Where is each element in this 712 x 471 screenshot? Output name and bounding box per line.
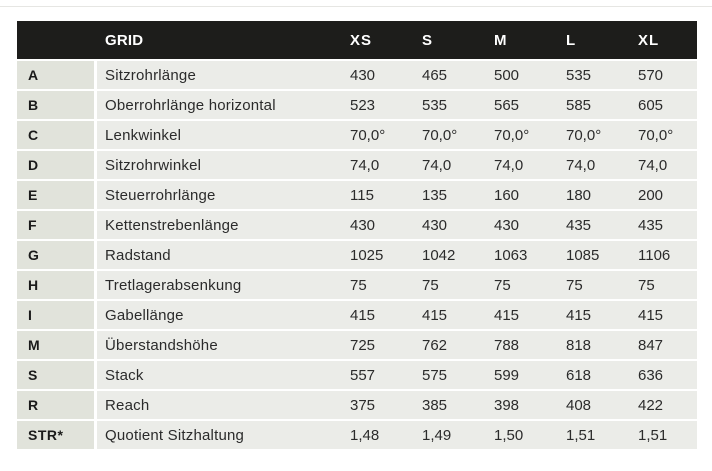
value-cell: 422: [625, 391, 697, 419]
value-cell: 160: [481, 181, 553, 209]
row-key: G: [17, 241, 94, 269]
row-label: Kettenstrebenlänge: [97, 211, 337, 239]
value-cell: 1025: [337, 241, 409, 269]
table-row: [17, 91, 697, 119]
value-cell: 70,0°: [553, 121, 625, 149]
value-cell: 1,48: [337, 421, 409, 449]
value-cell: 70,0°: [337, 121, 409, 149]
row-key: R: [17, 391, 94, 419]
value-cell: 75: [625, 271, 697, 299]
value-cell: 75: [409, 271, 481, 299]
value-cell: 415: [409, 301, 481, 329]
value-cell: 788: [481, 331, 553, 359]
value-cell: 70,0°: [625, 121, 697, 149]
value-cell: 435: [625, 211, 697, 239]
value-cell: 430: [409, 211, 481, 239]
value-cell: 430: [337, 61, 409, 89]
value-cell: 847: [625, 331, 697, 359]
row-label: Reach: [97, 391, 337, 419]
value-cell: 75: [337, 271, 409, 299]
value-cell: 465: [409, 61, 481, 89]
value-cell: 1063: [481, 241, 553, 269]
value-cell: 415: [481, 301, 553, 329]
value-cell: 599: [481, 361, 553, 389]
table-row: [17, 391, 697, 419]
table-body: [17, 61, 697, 449]
row-key: S: [17, 361, 94, 389]
row-label: Überstandshöhe: [97, 331, 337, 359]
row-key: A: [17, 61, 94, 89]
row-key: B: [17, 91, 94, 119]
table-row: [17, 151, 697, 179]
value-cell: 435: [553, 211, 625, 239]
value-cell: 500: [481, 61, 553, 89]
row-key: E: [17, 181, 94, 209]
value-cell: 618: [553, 361, 625, 389]
value-cell: 523: [337, 91, 409, 119]
value-cell: 725: [337, 331, 409, 359]
value-cell: 74,0: [553, 151, 625, 179]
row-label: Sitzrohrwinkel: [97, 151, 337, 179]
value-cell: 636: [625, 361, 697, 389]
table-row: [17, 301, 697, 329]
value-cell: 74,0: [337, 151, 409, 179]
header-size-xs: XS: [350, 31, 373, 49]
value-cell: 375: [337, 391, 409, 419]
value-cell: 762: [409, 331, 481, 359]
table-row: [17, 61, 697, 89]
row-label: Tretlagerabsenkung: [97, 271, 337, 299]
table-row: [17, 181, 697, 209]
header-size-xl: XL: [638, 31, 660, 49]
top-divider: [0, 6, 712, 7]
value-cell: 535: [553, 61, 625, 89]
value-cell: 74,0: [481, 151, 553, 179]
value-cell: 565: [481, 91, 553, 119]
value-cell: 605: [625, 91, 697, 119]
value-cell: 75: [481, 271, 553, 299]
value-cell: 115: [337, 181, 409, 209]
value-cell: 1085: [553, 241, 625, 269]
header-size-m: M: [494, 31, 508, 49]
table-row: [17, 331, 697, 359]
table-row: [17, 421, 697, 449]
row-key: F: [17, 211, 94, 239]
value-cell: 75: [553, 271, 625, 299]
value-cell: 200: [625, 181, 697, 209]
header-size-s: S: [422, 31, 434, 49]
value-cell: 415: [337, 301, 409, 329]
row-label: Sitzrohrlänge: [97, 61, 337, 89]
row-key: I: [17, 301, 94, 329]
value-cell: 575: [409, 361, 481, 389]
value-cell: 74,0: [409, 151, 481, 179]
header-grid-label: GRID: [105, 31, 144, 49]
value-cell: 557: [337, 361, 409, 389]
table-row: [17, 211, 697, 239]
value-cell: 570: [625, 61, 697, 89]
value-cell: 180: [553, 181, 625, 209]
row-key: M: [17, 331, 94, 359]
row-key: C: [17, 121, 94, 149]
geometry-table: [17, 21, 697, 449]
row-label: Quotient Sitzhaltung: [97, 421, 337, 449]
value-cell: 70,0°: [409, 121, 481, 149]
value-cell: 408: [553, 391, 625, 419]
value-cell: 70,0°: [481, 121, 553, 149]
value-cell: 74,0: [625, 151, 697, 179]
value-cell: 1,50: [481, 421, 553, 449]
value-cell: 415: [553, 301, 625, 329]
value-cell: 1106: [625, 241, 697, 269]
row-key: H: [17, 271, 94, 299]
header-corner-cell: [17, 21, 97, 59]
row-key: D: [17, 151, 94, 179]
value-cell: 398: [481, 391, 553, 419]
value-cell: 1,51: [625, 421, 697, 449]
table-row: [17, 241, 697, 269]
row-label: Steuerrohrlänge: [97, 181, 337, 209]
table-row: [17, 361, 697, 389]
value-cell: 1042: [409, 241, 481, 269]
row-label: Oberrohrlänge horizontal: [97, 91, 337, 119]
header-size-l: L: [566, 31, 577, 49]
table-row: [17, 121, 697, 149]
row-label: Stack: [97, 361, 337, 389]
row-label: Lenkwinkel: [97, 121, 337, 149]
value-cell: 535: [409, 91, 481, 119]
value-cell: 415: [625, 301, 697, 329]
table-row: [17, 271, 697, 299]
value-cell: 1,51: [553, 421, 625, 449]
value-cell: 430: [337, 211, 409, 239]
value-cell: 385: [409, 391, 481, 419]
row-label: Gabellänge: [97, 301, 337, 329]
value-cell: 1,49: [409, 421, 481, 449]
row-label: Radstand: [97, 241, 337, 269]
value-cell: 818: [553, 331, 625, 359]
table-header-row: [17, 21, 697, 59]
value-cell: 585: [553, 91, 625, 119]
value-cell: 135: [409, 181, 481, 209]
row-key: STR*: [17, 421, 94, 449]
value-cell: 430: [481, 211, 553, 239]
